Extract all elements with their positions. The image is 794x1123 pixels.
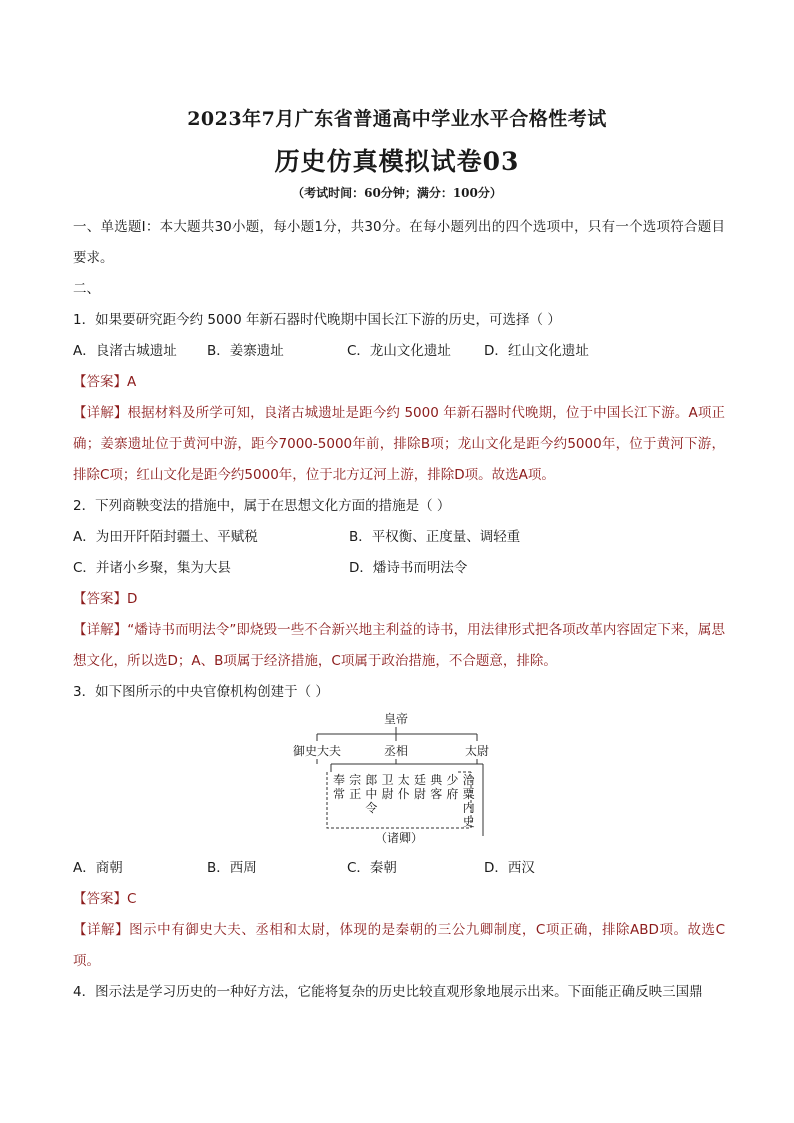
- minister-2: 宗正: [349, 773, 362, 801]
- option-c: C．龙山文化遗址: [347, 343, 451, 359]
- exam-info: （考试时间：60分钟；满分：100分）: [292, 186, 502, 200]
- option-c: C．并诸小乡聚，集为大县: [73, 560, 231, 576]
- minister-3: 郎中令: [365, 773, 378, 815]
- question-2-options-row2: [73, 553, 725, 584]
- option-d: D．燔诗书而明法令: [349, 560, 468, 576]
- question-3-detail: 【详解】图示中有御史大夫、丞相和太尉，体现的是秦朝的三公九卿制度，C项正确，排除ABD项。故选C项。: [73, 922, 725, 969]
- question-3-stem: 3．如下图所示的中央官僚机构创建于（ ）: [73, 684, 329, 700]
- option-b: B．姜寨遗址: [207, 343, 284, 359]
- diagram-svg: [287, 708, 509, 848]
- minister-4: 卫尉: [381, 773, 394, 801]
- question-3-answer: 【答案】C: [73, 891, 137, 907]
- node-chancellor: 丞相: [383, 744, 409, 758]
- section-sub: 二、: [73, 281, 100, 297]
- question-2-options-row1: [73, 522, 725, 553]
- minister-1: 奉常: [332, 773, 346, 801]
- minister-6: 廷尉: [413, 773, 427, 801]
- option-b: B．西周: [207, 860, 257, 876]
- exam-title: 2023年7月广东省普通高中学业水平合格性考试: [187, 108, 607, 130]
- paper-title: 历史仿真模拟试卷03: [274, 147, 520, 176]
- option-a: A．良渚古城遗址: [73, 343, 177, 359]
- node-emperor: 皇帝: [383, 712, 409, 726]
- question-1-answer: 【答案】A: [73, 374, 137, 390]
- minister-7: 典客: [430, 773, 443, 801]
- option-d: D．西汉: [484, 860, 535, 876]
- node-commandant: 太尉: [464, 744, 490, 758]
- ministers-group: [333, 772, 476, 829]
- question-3-options: [73, 853, 725, 884]
- question-1-stem: 1．如果要研究距今约 5000 年新石器时代晚期中国长江下游的历史，可选择（ ）: [73, 312, 561, 328]
- option-d: D．红山文化遗址: [484, 343, 589, 359]
- question-2-stem: 2．下列商鞅变法的措施中，属于在思想文化方面的措施是（ ）: [73, 498, 451, 514]
- ministers-label: （诸卿）: [374, 831, 424, 845]
- node-censor: 御史大夫: [292, 744, 342, 758]
- content: [73, 212, 725, 1008]
- option-a: A．商朝: [73, 860, 123, 876]
- minister-8: 少府: [446, 773, 459, 801]
- option-c: C．秦朝: [347, 860, 397, 876]
- question-1-options: [73, 336, 725, 367]
- question-2-detail: 【详解】“燔诗书而明法令”即烧毁一些不合新兴地主利益的诗书，用法律形式把各项改革内容固定下来，属思想文化，所以选D；A、B项属于经济措施，C项属于政治措施，不合题意，排除。: [73, 622, 725, 669]
- section-instruction: 一、单选题Ⅰ：本大题共30小题，每小题1分，共30分。在每小题列出的四个选项中，只有一个选项符合题目要求。: [73, 219, 725, 266]
- question-4-stem: 4．图示法是学习历史的一种好方法，它能将复杂的历史比较直观形象地展示出来。下面能正确反映三国鼎: [73, 984, 703, 1000]
- minister-5: 太仆: [397, 773, 410, 801]
- option-b: B．平权衡、正度量、调轻重: [349, 529, 521, 545]
- question-2-answer: 【答案】D: [73, 591, 138, 607]
- option-a: A．为田开阡陌封疆土、平赋税: [73, 529, 258, 545]
- bureaucracy-diagram: [73, 708, 725, 853]
- minister-9: 治粟内史: [462, 773, 475, 829]
- question-1-detail: 【详解】根据材料及所学可知，良渚古城遗址是距今约 5000 年新石器时代晚期，位于中国长江下游。A项正确；姜寨遗址位于黄河中游，距今7000-5000年前，排除B项；龙山文化是距今约5000年，位于黄河下游，排除C项；红山文化是距今约5000年，位于北方辽河上游，排除D项。故选A项。: [73, 405, 725, 483]
